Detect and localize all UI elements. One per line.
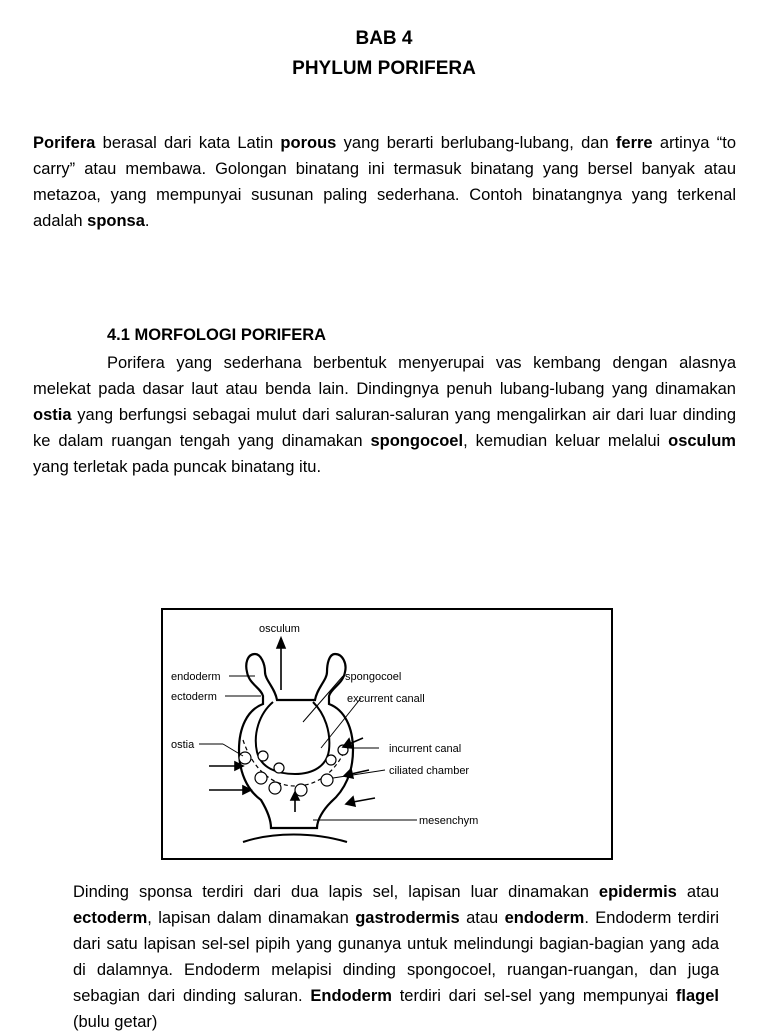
bold-term: gastrodermis bbox=[355, 909, 460, 927]
ciliated-chamber-circle bbox=[269, 782, 281, 794]
bold-term: ferre bbox=[615, 134, 653, 152]
porifera-diagram-svg bbox=[163, 610, 611, 858]
label-osculum: osculum bbox=[259, 623, 300, 635]
bold-term: flagel bbox=[675, 987, 719, 1005]
bold-term: porous bbox=[280, 134, 337, 152]
body-paragraph bbox=[73, 879, 719, 1035]
chapter-label: BAB 4 bbox=[355, 28, 413, 49]
label-ectoderm: ectoderm bbox=[171, 691, 217, 703]
text-run: atau bbox=[676, 883, 720, 901]
ciliated-chamber-circle bbox=[239, 752, 251, 764]
spongocoel-cavity bbox=[256, 702, 330, 774]
text-run: , kemudian keluar melalui bbox=[463, 432, 669, 450]
ciliated-chamber-circle bbox=[274, 763, 284, 773]
bold-term: epidermis bbox=[598, 883, 677, 901]
ciliated-chamber-circle bbox=[255, 772, 267, 784]
osculum-arrow bbox=[277, 638, 285, 690]
text-run: Porifera yang sederhana berbentuk menyerupai vas kembang dengan alasnya melekat pada dasar laut atau benda lain. Dindingnya penuh lubang-lubang yang dinamakan bbox=[33, 354, 736, 398]
text-run: yang berfungsi sebagai mulut dari saluran-saluran yang mengalirkan air dari luar dinding ke dalam ruangan tengah yang dinamakan bbox=[33, 406, 736, 450]
ciliated-chamber-circle bbox=[321, 774, 333, 786]
text-run: atau bbox=[459, 909, 505, 927]
section-paragraph bbox=[33, 350, 736, 480]
section-title: 4.1 MORFOLOGI PORIFERA bbox=[107, 326, 327, 344]
ciliated-chamber-circle bbox=[326, 755, 336, 765]
label-spongocoel: spongocoel bbox=[345, 671, 402, 683]
base-substrate bbox=[243, 835, 347, 843]
text-run: , lapisan dalam dinamakan bbox=[147, 909, 356, 927]
label-ostia: ostia bbox=[171, 739, 195, 751]
bold-term: osculum bbox=[668, 432, 736, 450]
label-incurrent-canal: incurrent canal bbox=[389, 743, 462, 755]
text-run: . bbox=[144, 212, 150, 230]
text-run: . Endoderm terdiri dari satu lapisan sel-sel pipih yang gunanya untuk melindungi bagian-bagian yang ada di dalamnya. Endoderm melapisi dinding spongocoel, ruangan-ruangan, dan juga sebagian dari dinding saluran. bbox=[73, 909, 719, 1005]
bold-term: spongocoel bbox=[370, 432, 464, 450]
text-run: berasal dari kata Latin bbox=[95, 134, 281, 152]
text-run: artinya “to carry” atau membawa. Golongan binatang ini termasuk binatang yang bersel banyak atau metazoa, yang mempunyai susunan paling sederhana. Contoh binatangnya yang terkenal adalah bbox=[33, 134, 736, 230]
text-run: yang terletak pada puncak binatang itu. bbox=[33, 458, 322, 476]
page-title: PHYLUM PORIFERA bbox=[292, 58, 476, 79]
ciliated-chamber-circle bbox=[258, 751, 268, 761]
bold-term: endoderm bbox=[504, 909, 585, 927]
porifera-diagram bbox=[161, 608, 613, 860]
bold-term: Porifera bbox=[33, 134, 96, 152]
text-run: yang berarti berlubang-lubang, dan bbox=[336, 134, 616, 152]
label-excurrent-canal: excurrent canall bbox=[347, 693, 425, 705]
text-run: terdiri dari sel-sel yang mempunyai bbox=[391, 987, 676, 1005]
bold-term: Endoderm bbox=[310, 987, 392, 1005]
label-ciliated-chamber: ciliated chamber bbox=[389, 765, 470, 777]
bold-term: ectoderm bbox=[73, 909, 148, 927]
text-run: Dinding sponsa terdiri dari dua lapis sel, lapisan luar dinamakan bbox=[73, 883, 599, 901]
label-mesenchym: mesenchym bbox=[419, 815, 479, 827]
intro-paragraph bbox=[33, 130, 736, 234]
bold-term: ostia bbox=[33, 406, 72, 424]
label-endoderm: endoderm bbox=[171, 671, 221, 683]
bold-term: sponsa bbox=[87, 212, 145, 230]
text-run: (bulu getar) bbox=[73, 1013, 158, 1031]
